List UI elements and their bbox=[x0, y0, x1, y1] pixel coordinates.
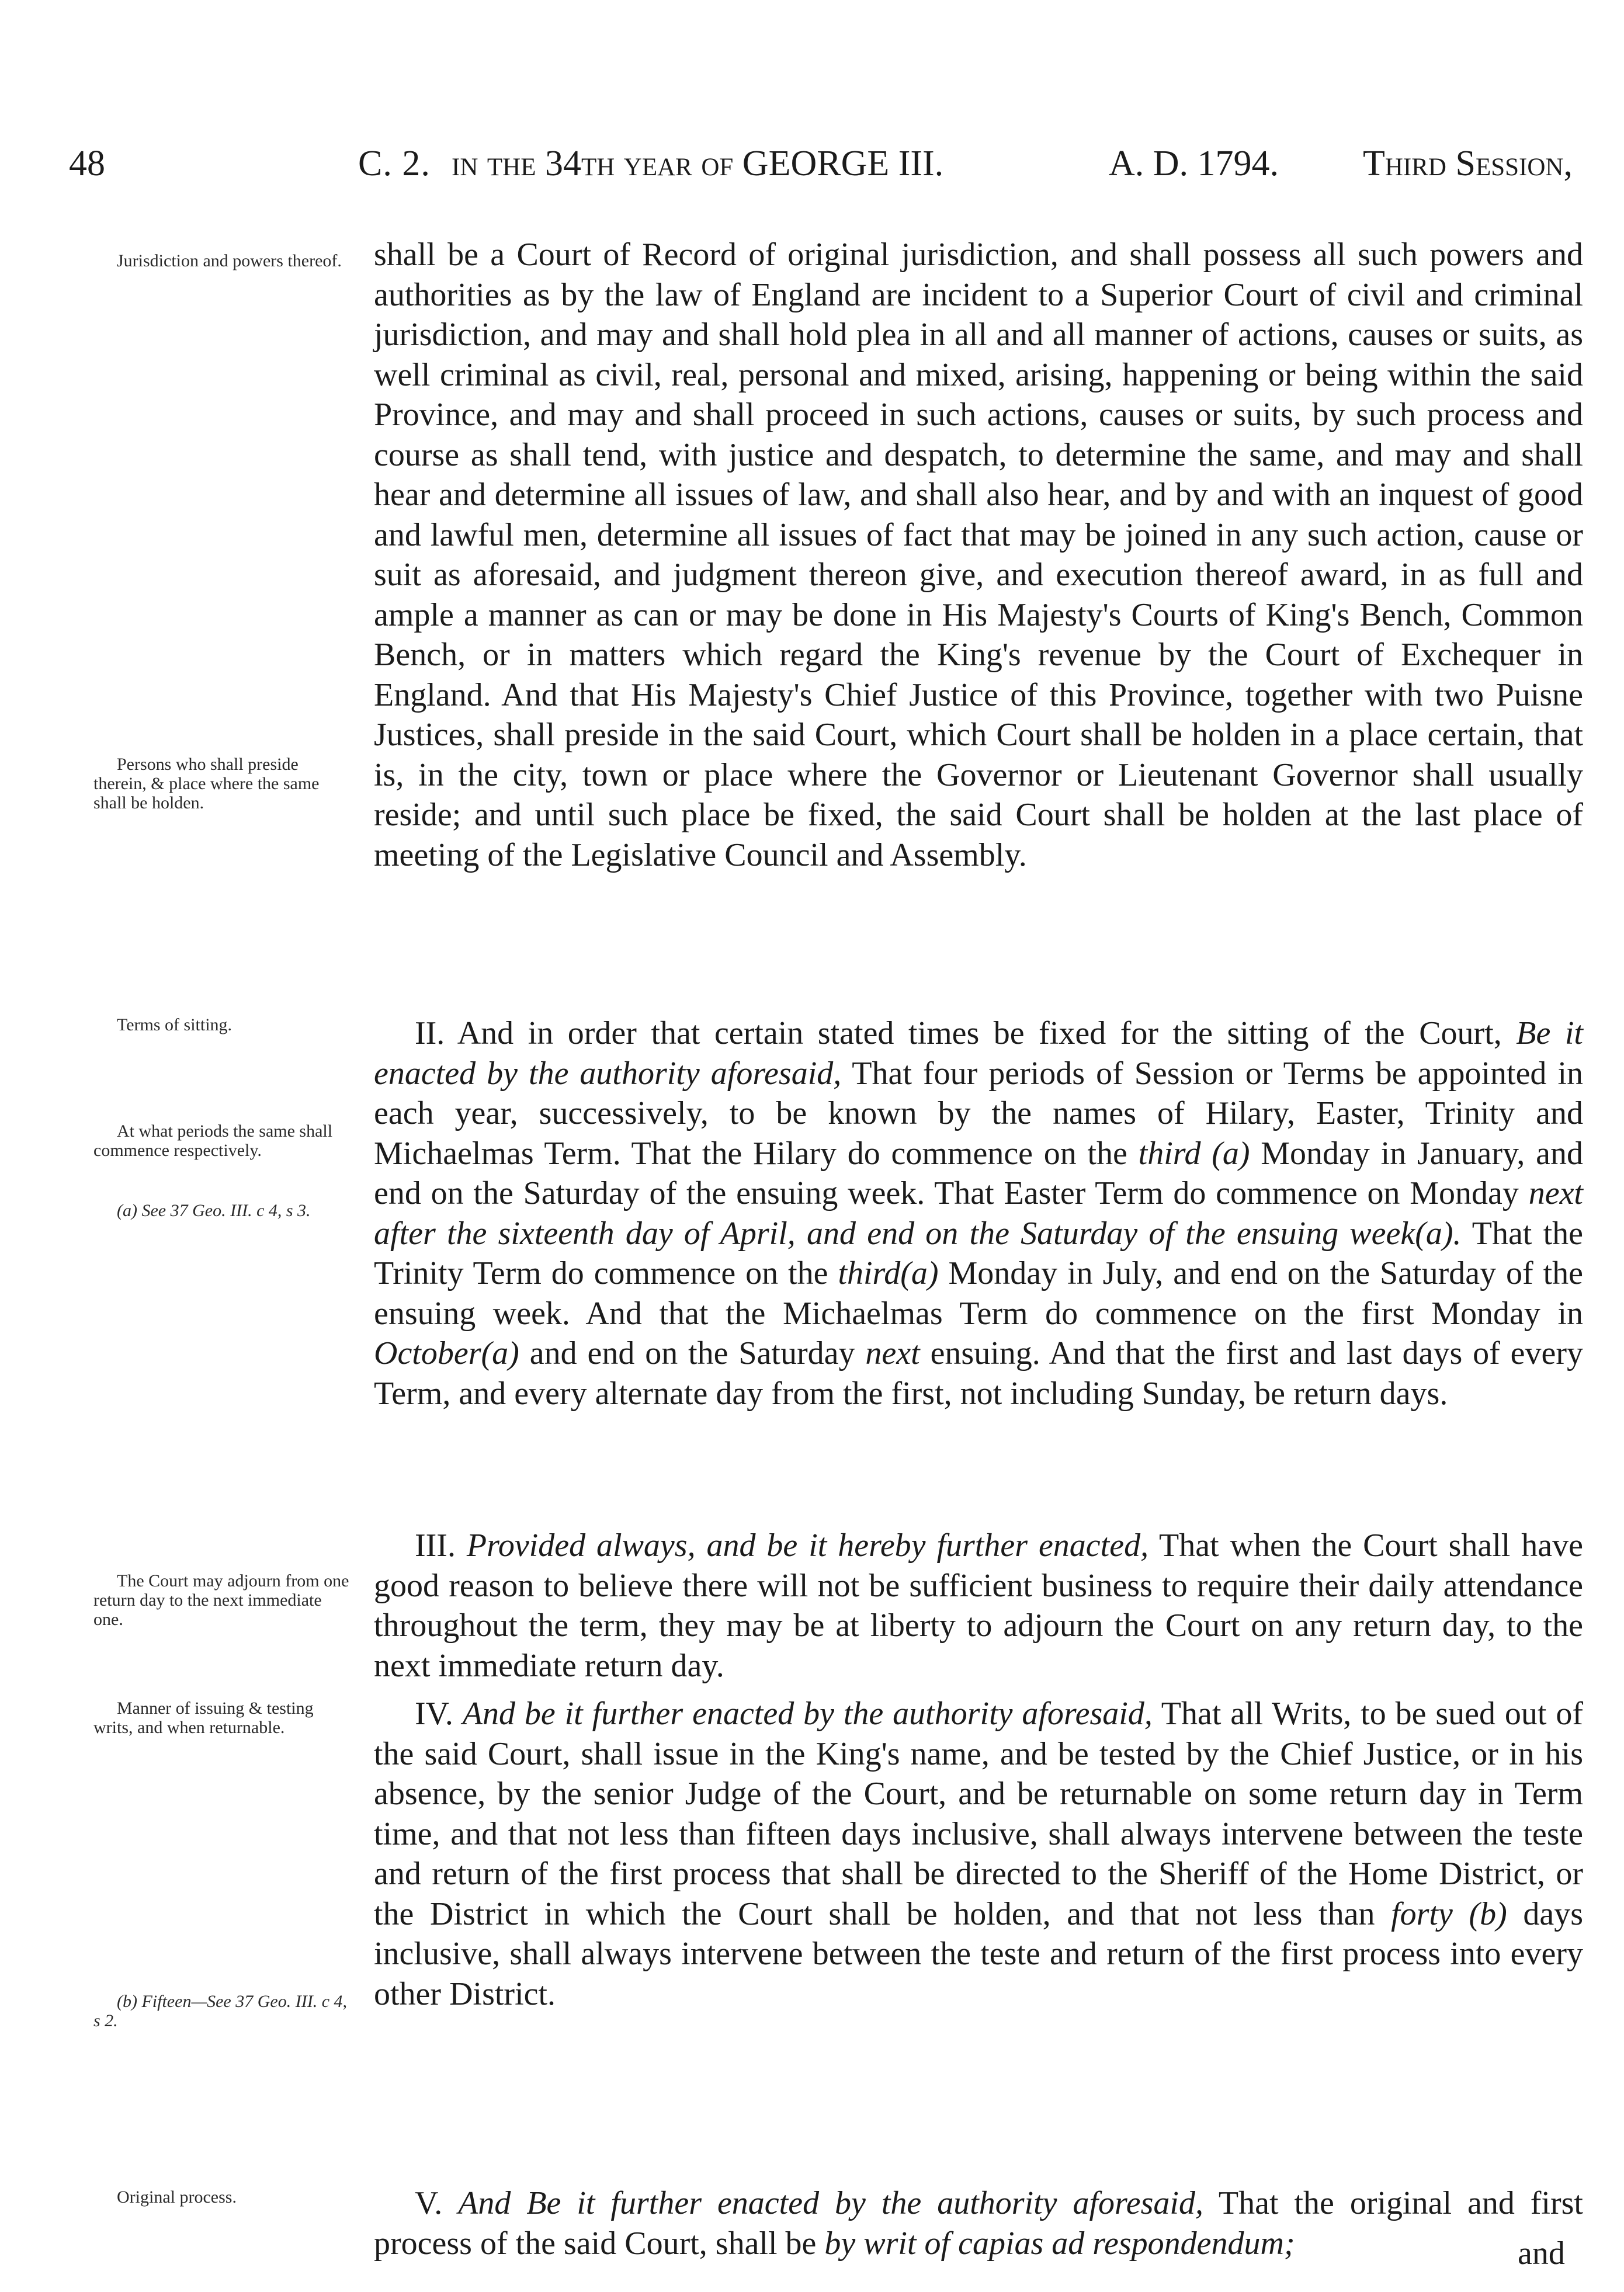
section-1-text-a: shall be a Court of Record of original jurisdiction, and shall possess all such powers and authorities as by the law of England are incident to a Superior Court of civil and criminal jurisdiction, and may and shall hold plea in all and all manner of actions, causes or suits, as well criminal as civil, real, personal and mixed, arising, happening or being within the said Province, and may and shall proceed in such actions, causes or suits, by such process and course as shall tend, with justice and despatch, to determine the same, and may and shall hear and determine all issues of law, and shall also hear, and by and with an inquest of good and lawful men, determine all issues of fact that may be joined in any such action, cause or suit as aforesaid, and judgment thereon give, and execution thereof award, in as full and ample a manner as can or may be done in His Majesty's Courts of King's Bench, Common Bench, or in matters which regard the King's revenue by the Court of Exchequer in England. bbox=[374, 237, 1583, 713]
running-header bbox=[69, 143, 1588, 196]
section-2-text: Monday in January, and end on the Saturday of the ensuing week. That Easter Term do commence on Monday bbox=[374, 1135, 1583, 1211]
section-2-text: And in order that certain stated times be fixed for the sitting of the Court, bbox=[457, 1015, 1502, 1051]
section-2-text: and end on the Saturday bbox=[529, 1335, 855, 1371]
header-title: in the 34th year of GEORGE III. bbox=[452, 144, 944, 183]
section-2-text: ensuing. And that the first and last days of every Term, and every alternate day from the first, not including Sunday, be return days. bbox=[374, 1335, 1584, 1412]
section-3-adjournment bbox=[374, 1526, 1583, 1686]
section-1-text-b: And that His Majesty's Chief Justice of this Province, together with two Puisne Justices, shall preside in the said Court, which Court shall be holden in a place certain, that is, in the city, town or place where the Governor or Lieutenant Governor shall usually reside; and until such place be fixed, the said Court shall be holden at the last place of meeting of the Legislative Council and Assembly. bbox=[374, 676, 1583, 873]
margin-note-adjourn: The Court may adjourn from one return day to the next immediate one. bbox=[93, 1571, 349, 1629]
section-4-number: IV. bbox=[415, 1696, 453, 1732]
section-2-text: Monday in July, and end on the Saturday of the ensuing week. And that the Michaelmas Term do commence on the first Monday in bbox=[374, 1255, 1584, 1332]
catchword: and bbox=[1518, 2235, 1565, 2272]
header-year: A. D. 1794. bbox=[1109, 144, 1279, 183]
section-2-text: That the Trinity Term do commence on the bbox=[374, 1215, 1583, 1291]
section-2-terms bbox=[374, 1013, 1583, 1414]
margin-note-presiding-persons: Persons who shall preside therein, & place where the same shall be holden. bbox=[93, 755, 320, 812]
section-5-original-process bbox=[374, 2183, 1583, 2263]
section-3-proviso: Provided always, and be it hereby further enacted, bbox=[466, 1527, 1149, 1564]
section-4-text: days inclusive, shall always intervene between the teste and return of the first process into every other District. bbox=[374, 1895, 1584, 2012]
section-2-emphasis: third(a) bbox=[838, 1255, 939, 1291]
section-5-text: That the original and first process of the said Court, shall be bbox=[374, 2185, 1583, 2262]
section-2-number: II. bbox=[415, 1015, 445, 1051]
section-3-number: III. bbox=[415, 1527, 456, 1564]
margin-note-footnote-a: (a) See 37 Geo. III. c 4, s 3. bbox=[117, 1201, 311, 1220]
section-4-enacting-clause: And be it further enacted by the authority aforesaid, bbox=[462, 1696, 1153, 1732]
section-2-text: That four periods of Session or Terms be appointed in each year, successively, to be known by the names of Hilary, Easter, Trinity and Michaelmas Term. That the Hilary do commence on the bbox=[374, 1055, 1583, 1172]
section-1-jurisdiction bbox=[374, 235, 1583, 875]
section-5-enacting-clause: And Be it further enacted by the authority aforesaid, bbox=[458, 2185, 1203, 2221]
section-5-number: V. bbox=[415, 2185, 443, 2221]
section-5-emphasis: by writ of capias ad respondendum; bbox=[824, 2225, 1295, 2262]
section-2-emphasis: October(a) bbox=[374, 1335, 519, 1371]
page-number: 48 bbox=[69, 144, 105, 183]
margin-note-footnote-b: (b) Fifteen—See 37 Geo. III. c 4, s 2. bbox=[93, 1992, 348, 2030]
section-4-emphasis: forty (b) bbox=[1391, 1895, 1507, 1932]
section-4-writs bbox=[374, 1694, 1583, 2014]
chapter-reference: C. 2. bbox=[358, 144, 431, 183]
section-2-emphasis: third (a) bbox=[1138, 1135, 1250, 1172]
margin-note-terms: Terms of sitting. bbox=[117, 1015, 233, 1034]
section-2-emphasis: next bbox=[865, 1335, 920, 1371]
section-4-text: That all Writs, to be sued out of the said Court, shall issue in the King's name, and be tested by the Chief Justice, or in his absence, by the senior Judge of the Court, and be returnable on some return day in Term time, and that not less than fifteen days inclusive, shall always intervene between the teste and return of the first process that shall be directed to the Sheriff of the Home District, or the District in which the Court shall be holden, and that not less than bbox=[374, 1696, 1584, 1932]
section-3-text: That when the Court shall have good reason to believe there will not be sufficient business to require their daily attendance throughout the term, they may be at liberty to adjourn the Court on any return day, to the next immediate return day. bbox=[374, 1527, 1584, 1684]
margin-note-original-process: Original process. bbox=[117, 2187, 237, 2207]
margin-note-writs: Manner of issuing & testing writs, and when returnable. bbox=[93, 1699, 314, 1737]
section-2-enacting-clause: Be it enacted by the authority aforesaid, bbox=[374, 1015, 1583, 1092]
section-2-emphasis: next after the sixteenth day of April, and end on the Saturday of the ensuing week(a). bbox=[374, 1175, 1583, 1252]
margin-note-periods: At what periods the same shall commence respectively. bbox=[93, 1121, 333, 1160]
header-session: Third Session, bbox=[1363, 144, 1573, 183]
margin-note-jurisdiction: Jurisdiction and powers thereof. bbox=[117, 251, 342, 270]
